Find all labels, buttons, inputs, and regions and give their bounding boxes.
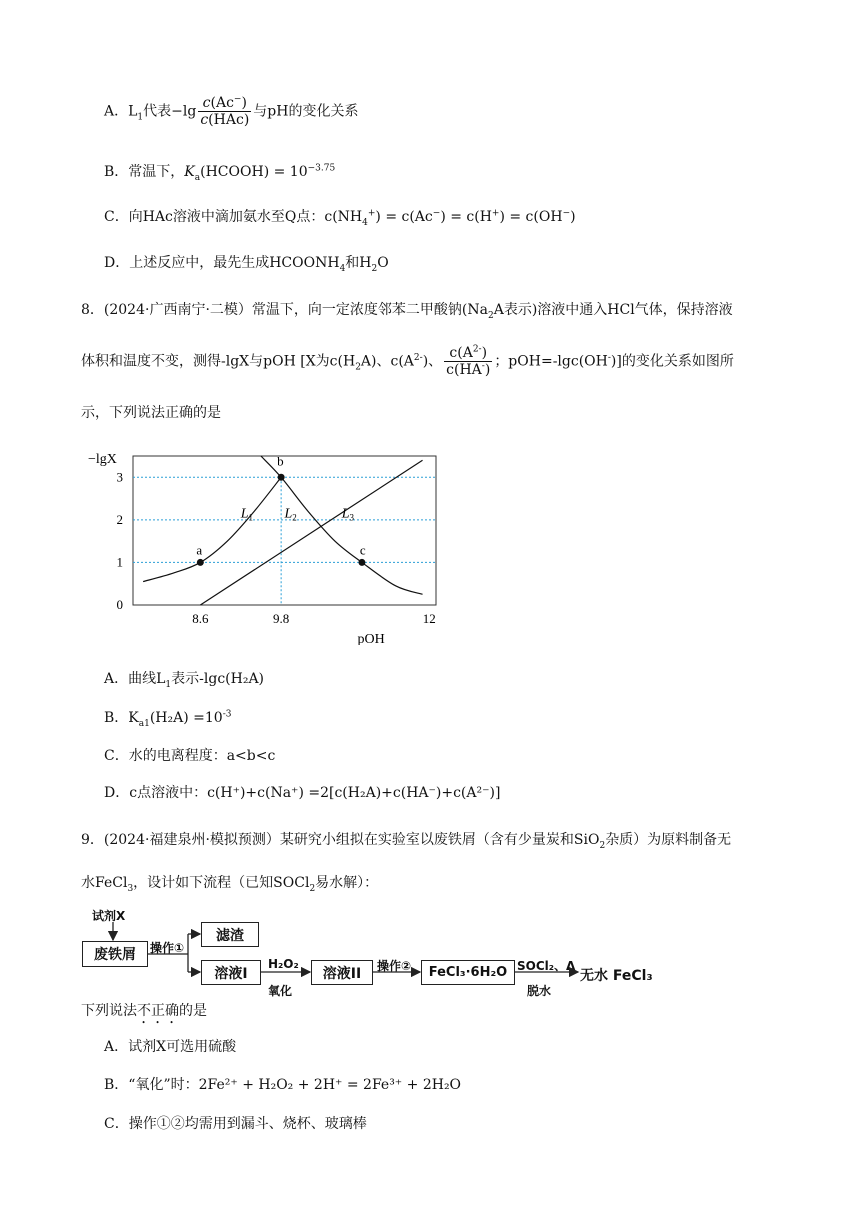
x-axis-label: pOH [357, 632, 385, 645]
q8-option-c: C．水的电离程度：a<b<c [104, 748, 276, 764]
point-b [278, 474, 285, 481]
flow-product: 无水 FeCl₃ [580, 968, 653, 984]
y-tick-label: 3 [116, 469, 123, 485]
flow-box-residue: 滤渣 [201, 922, 259, 947]
y-tick-label: 2 [116, 511, 123, 527]
flow-h2o2-label: H₂O₂ [268, 957, 299, 971]
x-tick-label: 12 [422, 611, 436, 626]
q9-stem-line1: 9．(2024·福建泉州·模拟预测）某研究小组拟在实验室以废铁屑（含有少量炭和SiO$_2$杂质）为原料制备无 [81, 832, 732, 851]
q8-stem-line3: 示，下列说法正确的是 [81, 405, 221, 421]
flow-box-sol2: 溶液II [311, 960, 373, 985]
series-label-l2: $L_2$ [284, 506, 297, 523]
point-label-a: a [196, 542, 203, 558]
q7-option-c: C．向HAc溶液中滴加氨水至Q点：$c(NH_4^+) = c(Ac^-) = c(H^+) = c(OH^-)$ [104, 208, 576, 228]
x-tick-label: 9.8 [273, 611, 290, 626]
y-axis-label: −lgX [88, 452, 117, 467]
series-line-l3 [200, 460, 422, 605]
point-a [197, 559, 204, 566]
flow-reagent-label: 试剂X [92, 909, 126, 923]
q9-option-b: B．“氧化”时：2Fe²⁺ + H₂O₂ + 2H⁺ = 2Fe³⁺ + 2H₂O [104, 1077, 462, 1093]
series-label-l1: $L_1$ [240, 506, 254, 523]
q9-option-c: C．操作①②均需用到漏斗、烧杯、玻璃棒 [104, 1116, 367, 1132]
q8-chart [80, 445, 450, 645]
point-label-b: b [277, 453, 284, 469]
q8-option-d: D．c点溶液中：c(H⁺)+c(Na⁺) =2[c(H₂A)+c(HA⁻)+c(A²⁻)] [104, 785, 501, 801]
q8-option-b: B．$K_{a1}(H_2A) =10^{-3}$ [104, 709, 232, 729]
flow-dehyd-label: 脱水 [527, 984, 552, 998]
flow-oxid-label: 氧化 [268, 984, 293, 998]
q7-option-a: A．$L_1$代表−lg $\frac{c(Ac^-)}{\text{c(HAc)}}$ 与pH的变化关系 [104, 94, 359, 128]
flow-op1-label: 操作① [150, 941, 185, 955]
y-tick-label: 0 [116, 597, 123, 612]
flow-op2-label: 操作② [377, 959, 412, 973]
q9-stem-question: 下列说法不正确的是 [81, 1003, 207, 1019]
point-label-c: c [359, 542, 366, 558]
q8-stem-line1: 8．(2024·广西南宁·二模）常温下，向一定浓度邻苯二甲酸钠($Na_2A$表示)溶液中通入HCl气体，保持溶液 [81, 302, 733, 321]
flow-socl2-label: SOCl₂、Δ [517, 959, 576, 973]
flow-box-hydrate: FeCl₃·6H₂O [421, 960, 515, 985]
q7-option-d: D．上述反应中，最先生成$HCOONH_4$和$H_2O$ [104, 255, 389, 274]
flow-box-sol1: 溶液I [201, 960, 261, 985]
x-tick-label: 8.6 [192, 611, 209, 626]
q7-fraction: $\frac{c(Ac^-)}{\text{c(HAc)}}$ [200, 94, 250, 128]
series-label-l3: $L_3$ [341, 506, 355, 523]
q8-fraction: $\frac{c(A^{2-})}{c(HA^-)}$ [446, 344, 491, 378]
q8-stem-line2: 体积和温度不变，测得-lgX与pOH [X为$c(H_2A)$、$c(A^{2-})$、 $\frac{c(A^{2-})}{c(HA^-)}$ ；pOH=-lgc(OH-)]的变化关系如图所 [81, 344, 734, 378]
y-tick-label: 1 [116, 554, 123, 570]
q8-option-a: A．曲线$L_1$表示-lgc(H₂A) [104, 671, 265, 690]
point-c [358, 559, 365, 566]
flow-box-raw: 废铁屑 [82, 941, 148, 967]
q9-option-a: A．试剂X可选用硫酸 [104, 1039, 237, 1055]
q7-option-b: B．常温下，$K_a(HCOOH) = 10^{-3.75}$ [104, 163, 336, 183]
q9-stem-line2: 水FeCl$_3$，设计如下流程（已知SOCl$_2$易水解）： [81, 875, 379, 894]
